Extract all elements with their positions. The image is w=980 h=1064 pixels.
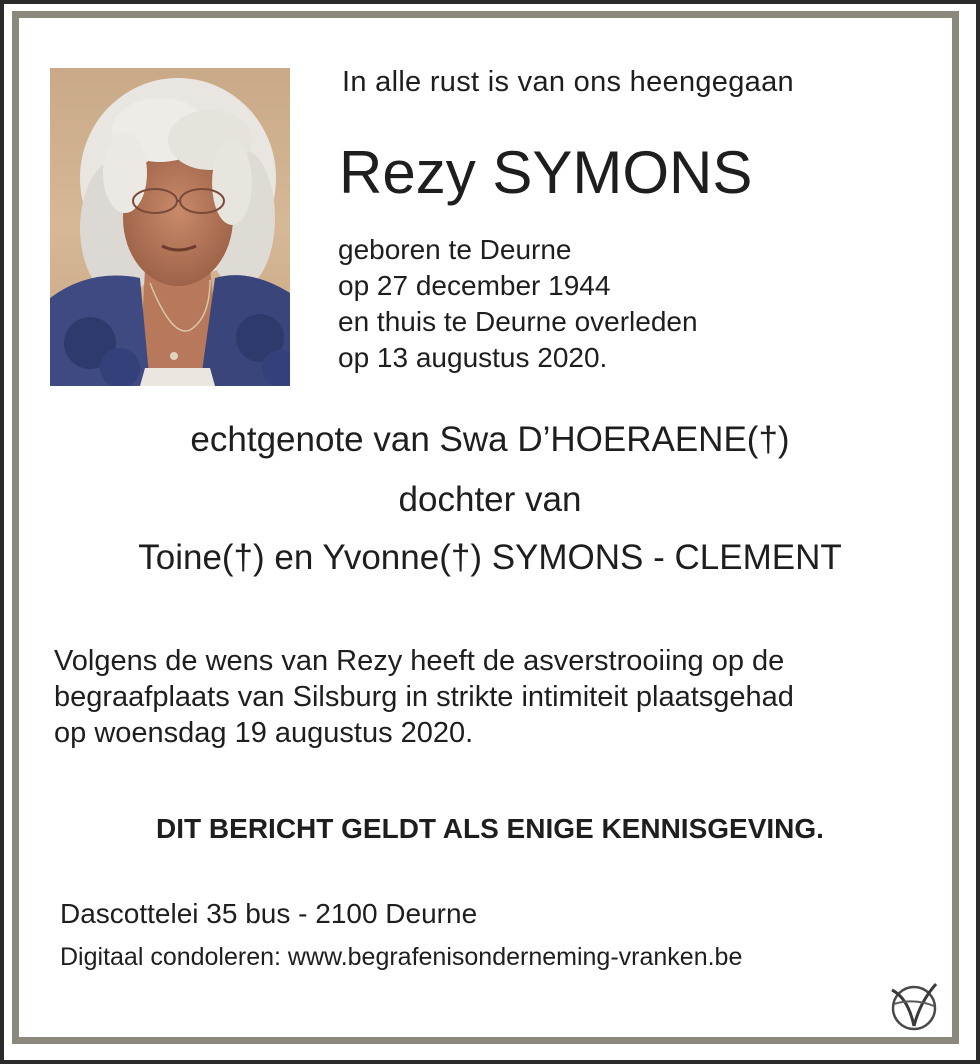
- life-line: en thuis te Deurne overleden: [338, 306, 698, 337]
- condolence-line: Digitaal condoleren: www.begrafenisonderneming-vranken.be: [60, 943, 743, 971]
- ceremony-paragraph: [54, 643, 794, 751]
- address-line: Dascottelei 35 bus - 2100 Deurne: [60, 898, 478, 929]
- ceremony-line: op woensdag 19 augustus 2020.: [54, 717, 474, 749]
- ceremony-line: begraafplaats van Silsburg in strikte intimiteit plaatsgehad: [54, 681, 794, 713]
- parents-line: Toine(†) en Yvonne(†) SYMONS - CLEMENT: [138, 538, 842, 577]
- life-line: op 27 december 1944: [338, 270, 611, 301]
- portrait-photo: [50, 68, 290, 386]
- life-line: op 13 augustus 2020.: [338, 342, 608, 373]
- life-details: [338, 232, 698, 376]
- funeral-home-logo-icon: [886, 978, 942, 1034]
- life-line: geboren te Deurne: [338, 234, 572, 265]
- spouse-line: echtgenote van Swa D’HOERAENE(†): [190, 420, 790, 459]
- notice-statement: DIT BERICHT GELDT ALS ENIGE KENNISGEVING.: [156, 813, 824, 844]
- ceremony-line: Volgens de wens van Rezy heeft de asverstrooiing op de: [54, 645, 785, 677]
- deceased-name: Rezy SYMONS: [339, 139, 753, 206]
- daughter-of-line: dochter van: [398, 480, 582, 519]
- intro-line: In alle rust is van ons heengegaan: [342, 66, 794, 98]
